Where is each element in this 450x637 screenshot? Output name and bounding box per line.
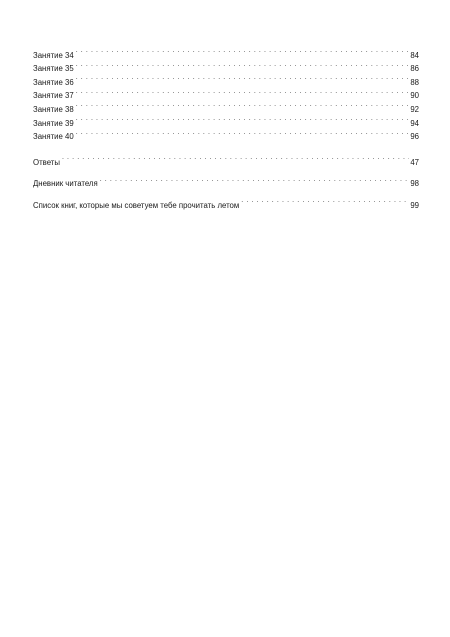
dot-leader [76,71,410,85]
toc-entry-page-number: 98 [410,179,419,189]
toc-entry-label: Занятие 34 [33,50,74,60]
toc-entry-page-number: 94 [410,118,419,128]
toc-entry-page-number: 90 [410,91,419,101]
toc-entry-label: Список книг, которые мы советуем тебе прочитать летом [33,200,240,210]
toc-entry-page-number: 99 [410,200,419,210]
dot-leader [76,126,410,140]
dot-leader [62,151,409,165]
toc-entry-book-list[interactable] [33,194,419,208]
toc-entry-lesson-39[interactable] [33,112,419,126]
dot-leader [76,112,410,126]
toc-entry-lesson-34[interactable] [33,44,419,58]
toc-entry-reader-diary[interactable] [33,173,419,187]
toc-entry-label: Занятие 38 [33,104,74,114]
toc-entry-page-number: 92 [410,104,419,114]
toc-entry-lesson-40[interactable] [33,126,419,140]
table-of-contents [33,44,419,208]
toc-entry-lesson-36[interactable] [33,71,419,85]
dot-leader [76,44,410,58]
toc-entry-answers[interactable] [33,151,419,165]
dot-leader [241,194,409,208]
toc-entry-lesson-38[interactable] [33,98,419,112]
toc-entry-page-number: 47 [410,157,419,167]
toc-entry-label: Занятие 37 [33,91,74,101]
toc-entry-page-number: 88 [410,77,419,87]
dot-leader [76,58,410,72]
toc-entry-page-number: 84 [410,50,419,60]
toc-entry-lesson-37[interactable] [33,85,419,99]
toc-entry-label: Дневник читателя [33,179,98,189]
toc-entry-page-number: 86 [410,64,419,74]
toc-entry-label: Занятие 40 [33,132,74,142]
section-spacer [33,165,419,173]
toc-entry-label: Занятие 39 [33,118,74,128]
dot-leader [76,98,410,112]
toc-entry-label: Занятие 36 [33,77,74,87]
toc-entry-label: Занятие 35 [33,64,74,74]
toc-entry-lesson-35[interactable] [33,58,419,72]
dot-leader [100,173,410,187]
toc-entry-page-number: 96 [410,132,419,142]
dot-leader [76,85,410,99]
toc-entry-label: Ответы [33,157,60,167]
section-spacer [33,139,419,151]
